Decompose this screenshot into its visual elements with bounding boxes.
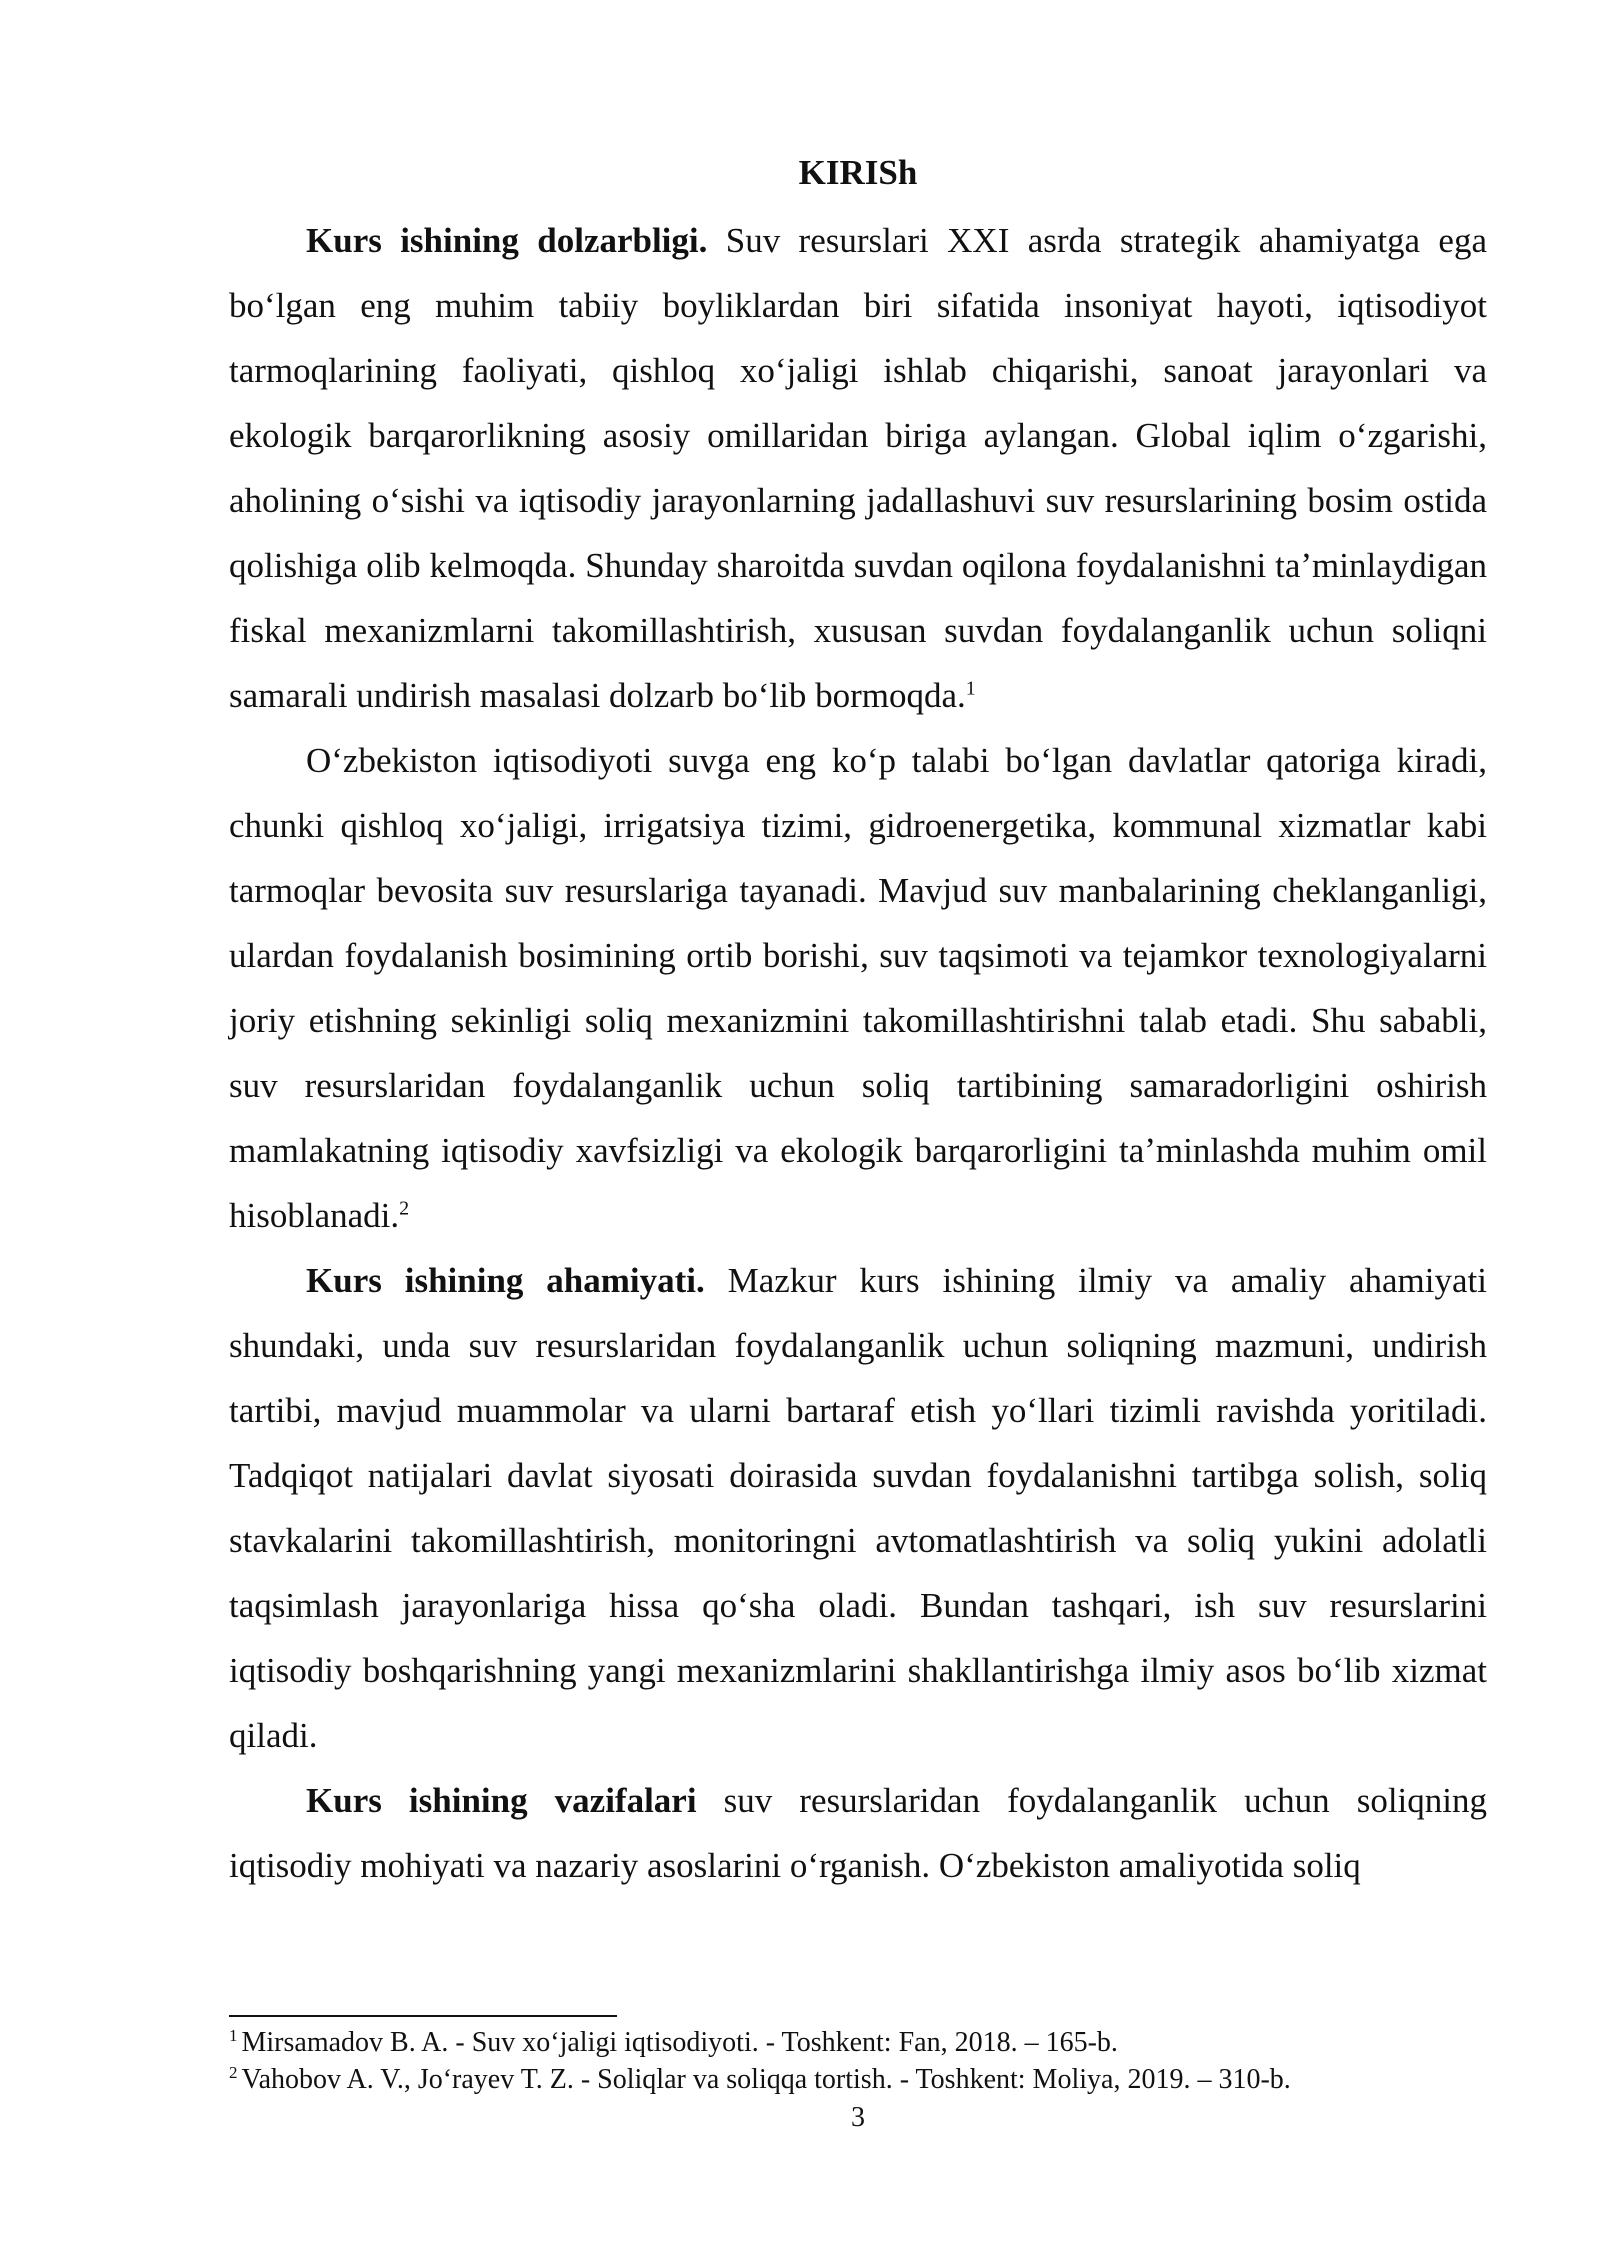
footnote-text: Vahobov A. V., Joʻrayev T. Z. - Soliqlar va soliqqa tortish. - Toshkent: Moliya, 2019. – 310-b. <box>241 2064 1291 2095</box>
body-text <box>229 208 1487 1898</box>
paragraph-lead: Kurs ishining ahamiyati. <box>306 1261 705 1300</box>
paragraph-lead: Kurs ishining vazifalari <box>306 1781 697 1820</box>
footnote-item <box>229 2061 1487 2098</box>
paragraph-uzbekistan <box>229 728 1487 1248</box>
footnote-separator <box>229 2015 617 2017</box>
paragraph-lead: Kurs ishining dolzarbligi. <box>306 221 708 260</box>
footnote-reference[interactable]: 2 <box>399 1197 410 1220</box>
footnote-text: Mirsamadov B. A. - Suv xoʻjaligi iqtisodiyoti. - Toshkent: Fan, 2018. – 165-b. <box>241 2027 1118 2058</box>
paragraph-dolzarbligi <box>229 208 1487 728</box>
paragraph-text: Mazkur kurs ishining ilmiy va amaliy ahamiyati shundaki, unda suv resurslaridan foydalanganlik uchun soliqning mazmuni, undirish tartibi, mavjud muammolar va ularni bartaraf etish yoʻllari tizimli ravishda yoritiladi. Tadqiqot natijalari davlat siyosati doirasida suvdan foydalanishni tartibga solish, soliq stavkalarini takomillashtirish, monitoringni avtomatlashtirish va soliq yukini adolatli taqsimlash jarayonlariga hissa qoʻsha oladi. Bundan tashqari, ish suv resurslarini iqtisodiy boshqarishning yangi mexanizmlarini shakllantirishga ilmiy asos boʻlib xizmat qiladi. <box>229 1261 1487 1755</box>
paragraph-vazifalari <box>229 1768 1487 1898</box>
paragraph-text: Suv resurslari XXI asrda strategik ahamiyatga ega boʻlgan eng muhim tabiiy boyliklardan biri sifatida insoniyat hayoti, iqtisodiyot tarmoqlarining faoliyati, qishloq xoʻjaligi ishlab chiqarishi, sanoat jarayonlari va ekologik barqarorlikning asosiy omillaridan biriga aylangan. Global iqlim oʻzgarishi, aholining oʻsishi va iqtisodiy jarayonlarning jadallashuvi suv resurslarining bosim ostida qolishiga olib kelmoqda. Shunday sharoitda suvdan oqilona foydalanishni taʼminlaydigan fiskal mexanizmlarni takomillashtirish, xususan suvdan foydalanganlik uchun soliqni samarali undirish masalasi dolzarb boʻlib bormoqda. <box>229 221 1487 715</box>
page-title: KIRISh <box>798 153 918 192</box>
paragraph-text: Oʻzbekiston iqtisodiyoti suvga eng koʻp talabi boʻlgan davlatlar qatoriga kiradi, chunki qishloq xoʻjaligi, irrigatsiya tizimi, gidroenergetika, kommunal xizmatlar kabi tarmoqlar bevosita suv resurslariga tayanadi. Mavjud suv manbalarining cheklanganligi, ulardan foydalanish bosimining ortib borishi, suv taqsimoti va tejamkor texnologiyalarni joriy etishning sekinligi soliq mexanizmini takomillashtirishni talab etadi. Shu sababli, suv resurslaridan foydalanganlik uchun soliq tartibining samaradorligini oshirish mamlakatning iqtisodiy xavfsizligi va ekologik barqarorligini taʼminlashda muhim omil hisoblanadi. <box>229 741 1487 1235</box>
footnote-item <box>229 2024 1487 2061</box>
page-number: 3 <box>851 2102 865 2133</box>
footnote-number: 1 <box>229 2025 238 2045</box>
footnotes <box>229 2024 1487 2098</box>
paragraph-text: suv resurslaridan foydalanganlik uchun soliqning iqtisodiy mohiyati va nazariy asoslarini oʻrganish. Oʻzbekiston amaliyotida soliq <box>229 1781 1488 1885</box>
paragraph-ahamiyati <box>229 1248 1487 1768</box>
footnote-reference[interactable]: 1 <box>965 677 976 700</box>
footnote-number: 2 <box>229 2062 238 2082</box>
